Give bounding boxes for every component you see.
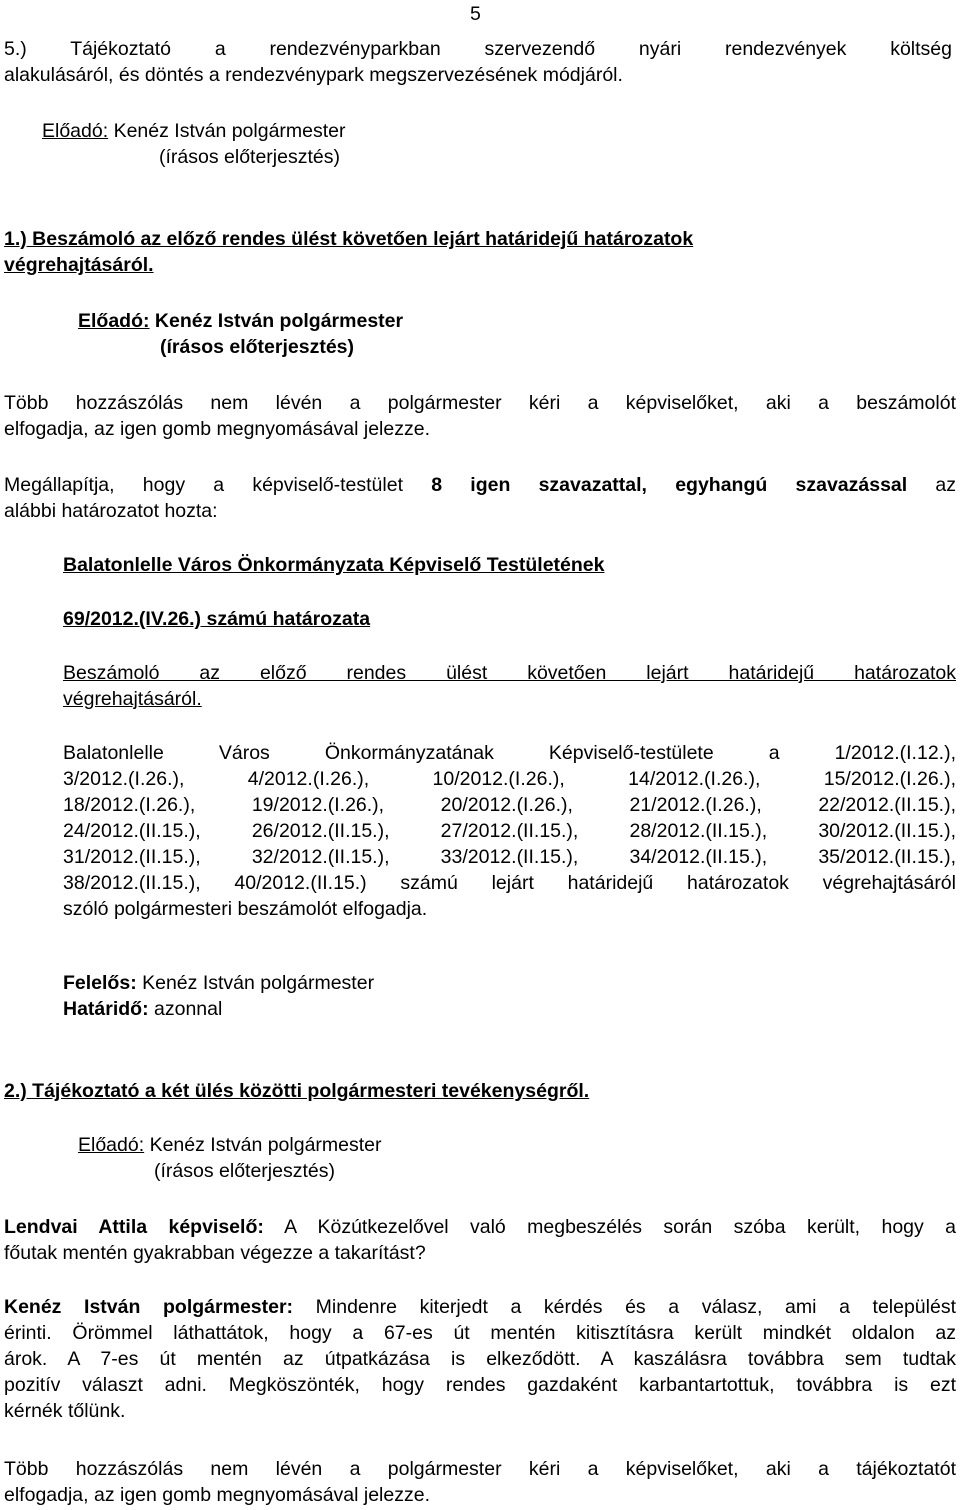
agenda-written-note: (írásos előterjesztés) [159,146,340,168]
resolution-text-line: 38/2012.(II.15.), 40/2012.(II.15.) számú lejárt határidejű határozatok végrehajtásáról [63,872,956,894]
section-1-result-line1 [4,472,956,498]
section-2-presenter-name: Kenéz István polgármester [149,1134,382,1156]
resolution-text-line: 18/2012.(I.26.), 19/2012.(I.26.), 20/2012.(I.26.), 21/2012.(I.26.), 22/2012.(II.15.), [63,794,956,816]
section-1-title-line2: végrehajtásáról. [4,254,154,276]
speaker-lendvai: Lendvai Attila képviselő: [4,1216,264,1238]
resolution-text-line: 31/2012.(II.15.), 32/2012.(II.15.), 33/2012.(II.15.), 34/2012.(II.15.), 35/2012.(II.15.), [63,846,956,868]
agenda-item-5-line2: alakulásáról, és döntés a rendezvénypark megszervezésének módjáról. [4,64,623,86]
responsible-value: Kenéz István polgármester [136,972,375,994]
responsible [63,970,374,996]
speech-kenez-line: árok. A 7-es út mentén az útpatkázása is elkeződött. A kaszálásra továbbra sem tudtak [4,1348,956,1370]
section-1-vote-line2: elfogadja, az igen gomb megnyomásával jelezze. [4,418,431,440]
responsible-label: Felelős: [63,972,137,994]
agenda-presenter [42,118,346,144]
resolution-number: 69/2012.(IV.26.) számú határozata [63,608,371,630]
speech-kenez-last-line: kérnék tőlünk. [4,1400,126,1422]
deadline-label: Határidő: [63,998,149,1020]
section-1-presenter-label: Előadó: [78,310,150,332]
section-2-title: 2.) Tájékoztató a két ülés közötti polgármesteri tevékenységről. [4,1080,590,1102]
speech-lendvai-text: A Közútkezelővel való megbeszélés során szóba került, hogy a [263,1216,956,1238]
section-1-presenter [78,308,403,334]
speech-kenez-text: Mindenre kiterjedt a kérdés és a válasz, ami a települést [293,1296,956,1318]
section-2-presenter-label: Előadó: [78,1134,145,1156]
agenda-presenter-name: Kenéz István polgármester [113,120,346,142]
section-2-presenter [78,1132,382,1158]
section-1-result-c: az [907,474,956,496]
speech-kenez-line: érinti. Örömmel láthattátok, hogy a 67-es út mentén kitisztításra került mindkét oldalon az [4,1322,956,1344]
speaker-kenez: Kenéz István polgármester: [4,1296,294,1318]
section-1-result-a: Megállapítja, hogy a képviselő-testület [4,474,432,496]
section-1-written-note: (írásos előterjesztés) [160,336,355,358]
resolution-body-name: Balatonlelle Város Önkormányzata Képviselő Testületének [63,554,605,576]
speech-lendvai-line1 [4,1214,956,1240]
deadline-value: azonnal [148,998,223,1020]
resolution-title-line2: végrehajtásáról. [63,688,202,710]
page-number: 5 [470,3,481,25]
section-2-vote-line1: Több hozzászólás nem lévén a polgármester kéri a képviselőket, aki a tájékoztatót [4,1458,956,1480]
speech-kenez-line: pozitív választ adni. Megköszönték, hogy rendes gazdaként karbantartottuk, továbbra is ezt [4,1374,956,1396]
deadline [63,996,222,1022]
section-1-presenter-name: Kenéz István polgármester [154,310,404,332]
speech-lendvai-line2: főutak mentén gyakrabban végezze a takarítást? [4,1242,426,1264]
speech-kenez-line1 [4,1294,956,1320]
section-1-result-votes: 8 igen szavazattal, egyhangú szavazással [431,474,908,496]
resolution-text-line: 3/2012.(I.26.), 4/2012.(I.26.), 10/2012.(I.26.), 14/2012.(I.26.), 15/2012.(I.26.), [63,768,956,790]
resolution-title-line1: Beszámoló az előző rendes ülést követően lejárt határidejű határozatok [63,662,956,684]
agenda-item-5-line1: 5.) Tájékoztató a rendezvényparkban szervezendő nyári rendezvények költség [4,38,952,60]
agenda-presenter-label: Előadó: [42,120,109,142]
section-1-result-line2: alábbi határozatot hozta: [4,500,218,522]
resolution-text-line: szóló polgármesteri beszámolót elfogadja. [63,898,428,920]
resolution-text-line: Balatonlelle Város Önkormányzatának Képviselő-testülete a 1/2012.(I.12.), [63,742,956,764]
section-2-vote-line2: elfogadja, az igen gomb megnyomásával jelezze. [4,1484,431,1506]
section-1-title-line1: 1.) Beszámoló az előző rendes ülést követően lejárt határidejű határozatok [4,228,694,250]
section-1-vote-line1: Több hozzászólás nem lévén a polgármester kéri a képviselőket, aki a beszámolót [4,392,956,414]
section-2-written-note: (írásos előterjesztés) [154,1160,335,1182]
resolution-text-line: 24/2012.(II.15.), 26/2012.(II.15.), 27/2012.(II.15.), 28/2012.(II.15.), 30/2012.(II.15.), [63,820,956,842]
